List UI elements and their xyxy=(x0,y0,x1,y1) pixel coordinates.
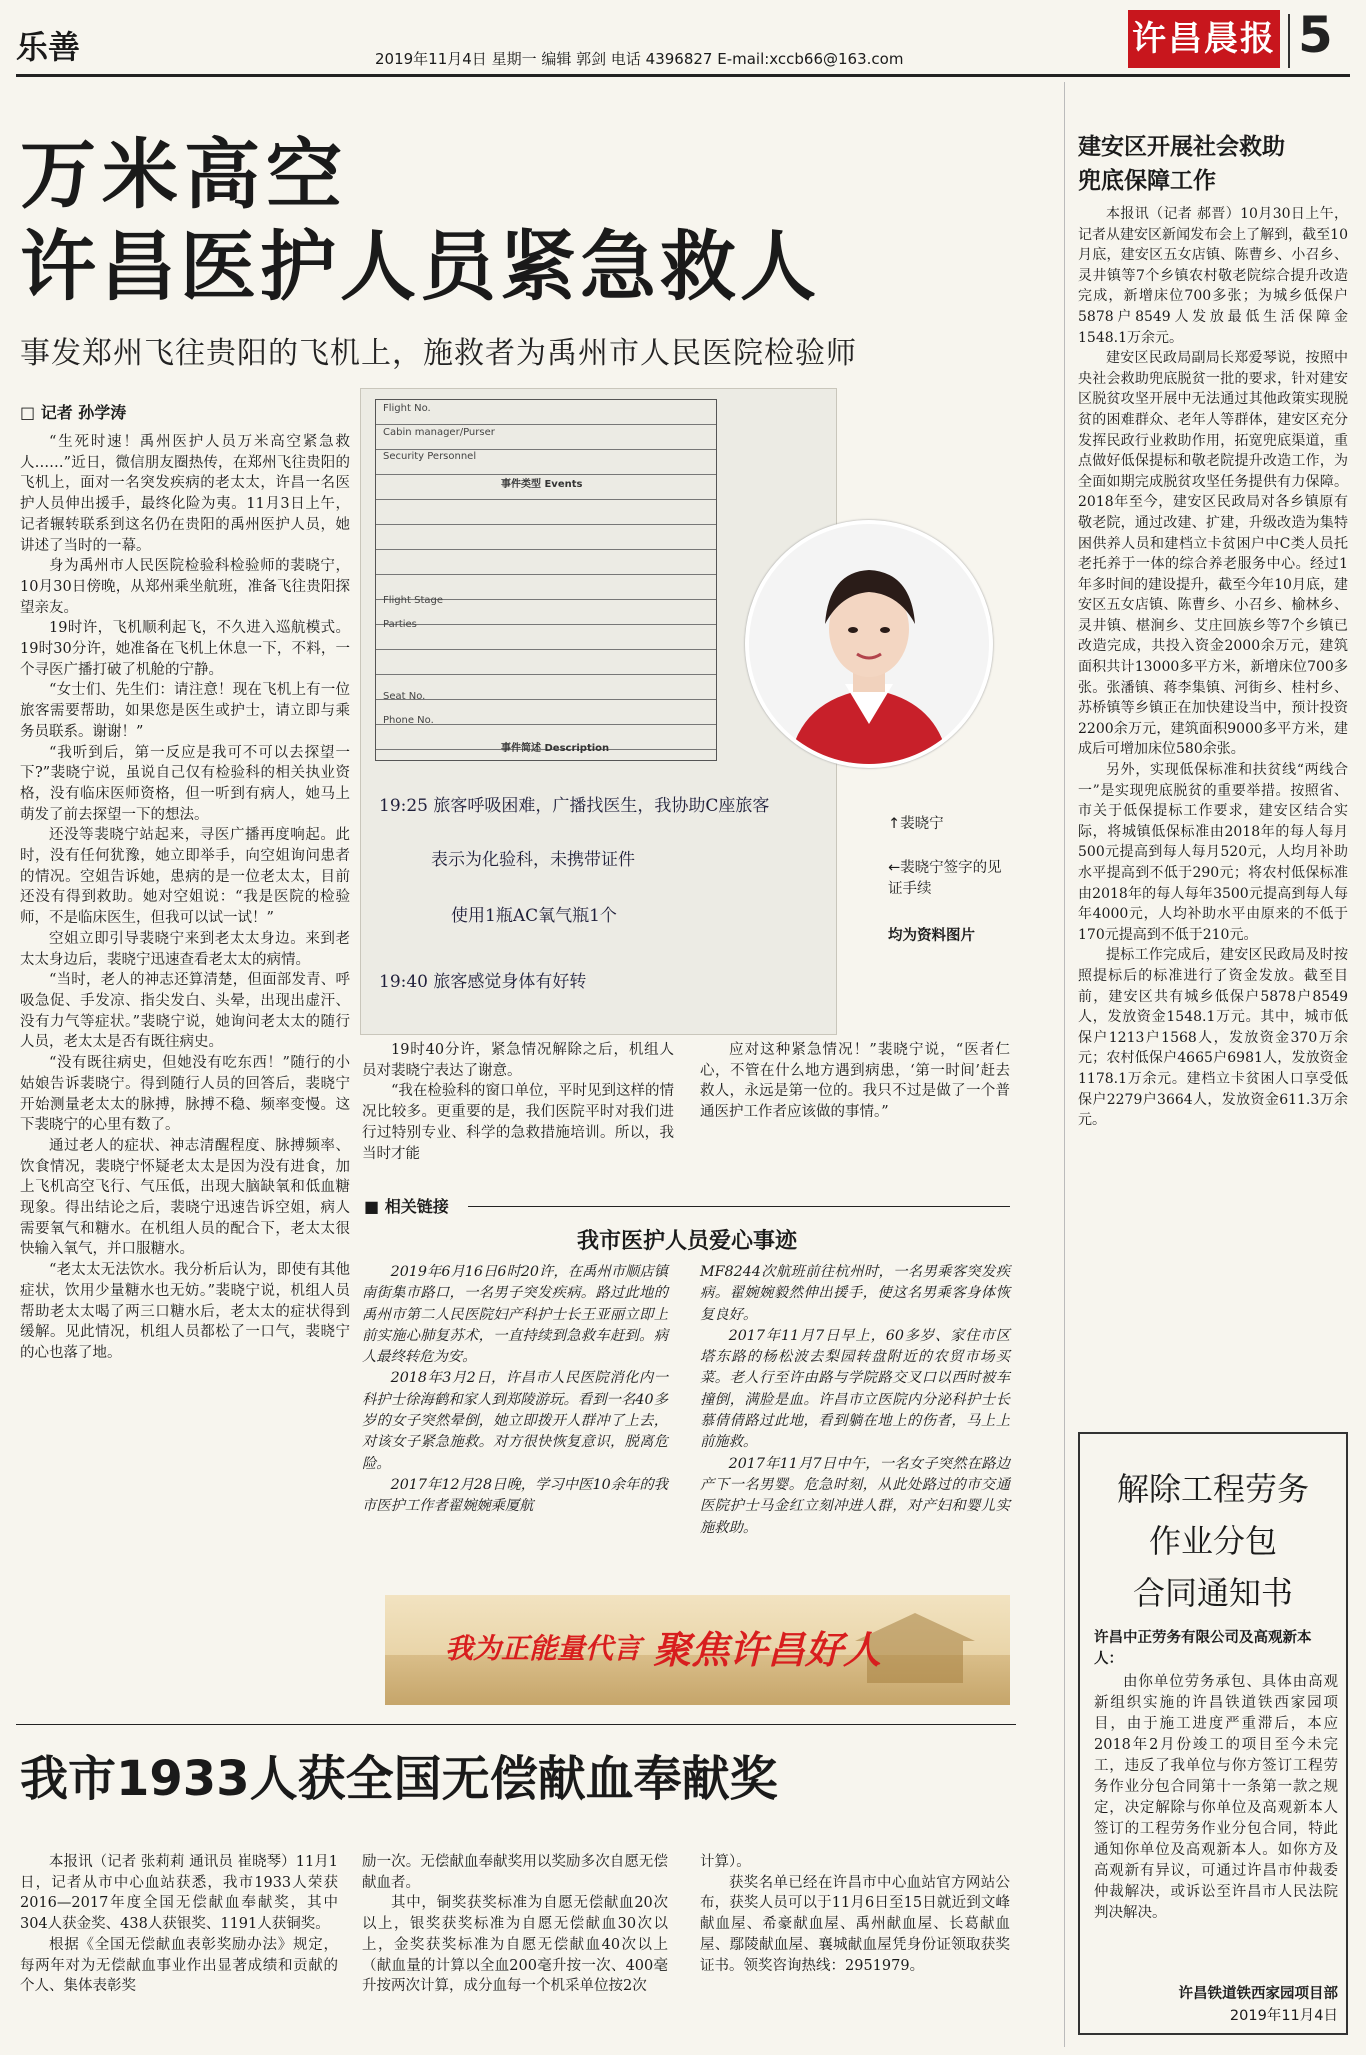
related-column-right xyxy=(700,1262,1010,1539)
notice-title-line2: 作业分包 xyxy=(1148,1522,1277,1560)
logo-divider xyxy=(1288,14,1290,68)
form-label: Flight Stage xyxy=(383,595,443,606)
main-article-column-3 xyxy=(700,1040,1010,1123)
main-article-column-1 xyxy=(20,432,350,1722)
paragraph: MF8244次航班前往杭州时，一名男乘客突发疾病。翟婉婉毅然伸出援手，使这名男乘客身体恢复良好。 xyxy=(700,1264,1010,1323)
side-article-body xyxy=(1078,204,1348,1429)
paragraph: 励一次。无偿献血奉献奖用以奖励多次自愿无偿献血者。 xyxy=(362,1854,668,1891)
paragraph: 其中，铜奖获奖标准为自愿无偿献血20次以上，银奖获奖标准为自愿无偿献血30次以上，金奖获奖标准为自愿无偿献血40次以上（献血量的计算以全血200毫升按一次、400毫升按两次计算，成分血每一个机采单位按2次 xyxy=(362,1895,668,1995)
paragraph: 获奖名单已经在许昌市中心血站官方网站公布，获奖人员可以于11月6日至15日就近到文峰献血屋、希豪献血屋、禹州献血屋、长葛献血屋、鄢陵献血屋、襄城献血屋凭身份证领取获奖证书。领奖咨询热线：2951979。 xyxy=(700,1874,1010,1974)
paragraph: “老太太无法饮水。我分析后认为，即使有其他症状，饮用少量糖水也无妨。”裴晓宁说，机组人员帮助老太太喝了两三口糖水后，老太太的症状得到缓解。见此情况，机组人员都松了一口气，裴晓宁的心也落了地。 xyxy=(20,1262,350,1361)
paragraph: 2018年3月2日，许昌市人民医院消化内一科护士徐海鹤和家人到郑陵游玩。看到一名40多岁的女子突然晕倒，她立即拨开人群冲了上去，对该女子紧急施救。对方很快恢复意识，脱离危险。 xyxy=(362,1370,668,1472)
photo-caption: ↑裴晓宁 xyxy=(888,816,944,832)
form-label: Phone No. xyxy=(383,715,434,726)
paragraph: 身为禹州市人民医院检验科检验师的裴晓宁，10月30日傍晚，从郑州乘坐航班，准备飞往贵阳探望亲友。 xyxy=(20,558,350,616)
paragraph: 应对这种紧急情况！”裴晓宁说，“医者仁心，不管在什么地方遇到病患，‘第一时间’赶去救人，永远是第一位的。我只不过是做了一个普通医护工作者应该做的事情。” xyxy=(700,1042,1010,1121)
form-label: Security Personnel xyxy=(383,451,477,462)
byline: □ 记者 孙学涛 xyxy=(20,403,127,422)
newspaper-logo: 许昌晨报 xyxy=(1128,10,1280,68)
bottom-article-title: 我市1933人获全国无偿献血奉献奖 xyxy=(20,1751,778,1807)
person-portrait-icon xyxy=(749,524,989,764)
paragraph: 2017年12月28日晚，学习中医10余年的我市医护工作者翟婉婉乘厦航 xyxy=(362,1476,668,1515)
sidebar-divider xyxy=(1064,82,1065,2047)
paragraph: 本报讯（记者 张莉莉 通讯员 崔晓琴）11月1日，记者从市中心血站获悉，我市1933人荣获2016—2017年度全国无偿献血奉献奖，其中304人获金奖、438人获银奖、1191人获铜奖。 xyxy=(20,1854,338,1933)
bottom-column-3 xyxy=(700,1852,1010,2048)
form-label: Flight No. xyxy=(383,403,431,414)
related-title: 我市医护人员爱心事迹 xyxy=(576,1229,797,1254)
bottom-column-1 xyxy=(20,1852,338,2048)
form-label: 事件类型 Events xyxy=(501,479,583,490)
related-label: ■ 相关链接 xyxy=(364,1197,449,1216)
portrait-photo xyxy=(745,520,993,768)
notice-addressee: 许昌中正劳务有限公司及高观新本人： xyxy=(1094,1630,1312,1667)
paragraph: 根据《全国无偿献血表彰奖励办法》规定，每两年对为无偿献血事业作出显著成绩和贡献的个人、集体表彰奖 xyxy=(20,1936,338,1995)
paragraph: 另外，实现低保标准和扶贫线“两线合一”是实现兜底脱贫的重要举措。按照省、市关于低保提标工作要求，建安区结合实际，将城镇低保标准由2018年的每人每月500元提高到每人每月520元，人均月补助水平提高到不低于290元；将农村低保标准由2018年的每人每年3500元提高到每人每年4000元，人均补助水平由原来的不低于170元提高到不低于210元。 xyxy=(1078,762,1348,943)
main-article-column-2 xyxy=(362,1040,674,1164)
bottom-column-2 xyxy=(362,1852,668,2048)
paragraph: 通过老人的症状、神志清醒程度、脉搏频率、饮食情况，裴晓宁怀疑老太太是因为没有进食，加上飞机高空飞行、气压低，出现大脑缺氧和低血糖现象。得出结论之后，裴晓宁迅速告诉空姐，病人需要氧气和糖水。在机组人员的配合下，老太太很快输入氧气，并口服糖水。 xyxy=(20,1137,350,1258)
handwriting-line: 19:25 旅客呼吸困难，广播找医生，我协助C座旅客 xyxy=(379,796,770,816)
form-label: 事件简述 Description xyxy=(501,743,610,754)
paragraph: 提标工作完成后，建安区民政局及时按照提标后的标准进行了资金发放。截至目前，建安区共有城乡低保户5878户8549人，发放资金1548.1万元。其中，城市低保户1213户1568人，发放资金370万余元；农村低保户4665户6981人，发放资金1178.1万余元。建档立卡贫困人口享受低保户2279户3664人，发放资金611.3万余元。 xyxy=(1078,947,1348,1129)
banner-text-red: 我为正能量代言 xyxy=(445,1632,642,1665)
notice-title-line3: 合同通知书 xyxy=(1132,1574,1293,1612)
paragraph: “没有既往病史，但她没有吃东西！”随行的小姑娘告诉裴晓宁。得到随行人员的回答后，裴晓宁开始测量老太太的脉搏，脉搏不稳、频率变慢。这下裴晓宁的心里有数了。 xyxy=(20,1055,350,1134)
paragraph: 空姐立即引导裴晓宁来到老太太身边。来到老太太身边后，裴晓宁迅速查看老太太的病情。 xyxy=(20,930,350,968)
header-rule xyxy=(16,74,1350,77)
paragraph: “我听到后，第一反应是我可不可以去探望一下?”裴晓宁说，虽说自己仅有检验科的相关执业资格，没有临床医师资格，但一听到有病人，她马上萌发了前去探望一下的想法。 xyxy=(20,744,350,823)
promo-banner xyxy=(385,1595,1010,1705)
paragraph: 2019年6月16日6时20许，在禹州市顺店镇南街集市路口，一名男子突发疾病。路过此地的禹州市第二人民医院妇产科护士长王亚丽立即上前实施心肺复苏术，一直持续到急救车赶到。病人最终转危为安。 xyxy=(362,1264,668,1366)
paragraph: 2017年11月7日早上，60多岁、家住市区塔东路的杨松波去梨园转盘附近的农贸市场买菜。老人行至许由路与学院路交叉口以西时被车撞倒，满脸是血。许昌市立医院内分泌科护士长慕倩倩路过此地，看到躺在地上的伤者，马上上前施救。 xyxy=(700,1327,1010,1451)
form-label: Seat No. xyxy=(383,691,426,702)
paragraph: “女士们、先生们：请注意！现在飞机上有一位旅客需要帮助，如果您是医生或护士，请立即与乘务员联系。谢谢！” xyxy=(20,682,350,740)
side-article-title-line2: 兜底保障工作 xyxy=(1078,168,1216,194)
paragraph: “生死时速！禹州医护人员万米高空紧急救人……”近日，微信朋友圈热传，在郑州飞往贵阳的飞机上，面对一名突发疾病的老太太，许昌一名医护人员伸出援手，最终化险为夷。11月3日上午，记者辗转联系到这名仍在贵阳的禹州医护人员，她讲述了当时的一幕。 xyxy=(20,434,350,554)
related-column-left xyxy=(362,1262,668,1518)
main-title-line1: 万米高空 xyxy=(20,130,348,219)
related-rule xyxy=(468,1206,1010,1207)
header-info: 2019年11月4日 星期一 编辑 郭剑 电话 4396827 E-mail:xccb66@163.com xyxy=(375,50,904,68)
form-label: Cabin manager/Purser xyxy=(383,427,495,438)
section-title: 乐善 xyxy=(16,28,81,66)
paragraph: 本报讯（记者 郝晋）10月30日上午，记者从建安区新闻发布会上了解到，截至10月底，建安区五女店镇、陈曹乡、小召乡、灵井镇等7个乡镇农村敬老院综合提升改造完成，新增床位700多张；为城乡低保户5878户8549人发放最低生活保障金1548.1万余元。 xyxy=(1078,206,1348,346)
paragraph: 19时许，飞机顺利起飞，不久进入巡航模式。19时30分许，她准备在飞机上休息一下，不料，一个寻医广播打破了机舱的宁静。 xyxy=(20,620,350,678)
page-number: 5 xyxy=(1298,6,1333,64)
main-subtitle: 事发郑州飞往贵阳的飞机上，施救者为禹州市人民医院检验师 xyxy=(20,336,857,371)
handwriting-line: 使用1瓶AC氧气瓶1个 xyxy=(451,906,617,926)
paragraph: 还没等裴晓宁站起来，寻医广播再度响起。此时，没有任何犹豫，她立即举手，向空姐询问患者的情况。空姐告诉她，患病的是一位老太太，目前还没有得到救助。她对空姐说：“我是医院的检验师，不是临床医生，但我可以试一试！” xyxy=(20,827,350,927)
banner-text-big: 聚焦许昌好人 xyxy=(653,1628,882,1672)
photo-caption: ←裴晓宁签字的见证手续 xyxy=(888,860,1002,897)
notice-body: 由你单位劳务承包、具体由高观新组织实施的许昌铁道铁西家园项目，由于施工进度严重滞后，本应2018年2月份竣工的项目至今未完工，违反了我单位与你方签订工程劳务作业分包合同第十一条第一款之规定，决定解除与你单位及高观新本人签订的工程劳务作业分包合同，特此通知你单位及高观新本人。如你方及高观新有异议，可通过许昌市仲裁委仲裁解决，或诉讼至许昌市人民法院判决解决。 xyxy=(1094,1674,1338,1921)
paragraph: “我在检验科的窗口单位，平时见到这样的情况比较多。更重要的是，我们医院平时对我们进行过特别专业、科学的急救措施培训。所以，我当时才能 xyxy=(362,1083,674,1162)
main-title-line2: 许昌医护人员紧急救人 xyxy=(20,222,820,311)
notice-box xyxy=(1078,1432,1348,2035)
bottom-rule xyxy=(16,1724,1016,1725)
notice-title-line1: 解除工程劳务 xyxy=(1116,1470,1309,1508)
photo-credit: 均为资料图片 xyxy=(888,928,975,944)
side-article-title-line1: 建安区开展社会救助 xyxy=(1078,134,1285,160)
paragraph: 建安区民政局副局长郑爱琴说，按照中央社会救助兜底脱贫一批的要求，针对建安区脱贫攻坚开展中无法通过其他政策实现脱贫的困难群众、老年人等群体，建安区充分发挥民政行业救助作用，拓宽兜底渠道，重点做好低保提标和敬老院提升改造工作，为全面如期完成脱贫攻坚任务提供有力保障。2018年至今，建安区民政局对各乡镇原有敬老院，通过改建、扩建，升级改造为集特困供养人员和建档立卡贫困户中C类人员托老托养于一体的综合养老服务中心。经过1年多时间的建设提升，截至今年10月底，建安区五女店镇、陈曹乡、小召乡、榆林乡、灵井镇、椹涧乡、艾庄回族乡等7个乡镇已改造完成，共投入资金2000余万元，建筑面积共计13000多平方米，新增床位700多张。张潘镇、蒋李集镇、河街乡、桂村乡、苏桥镇等乡镇正在加快建设当中，预计投资2200余万元，建筑面积9000多平方米，建成后可增加床位580余张。 xyxy=(1078,350,1348,758)
paragraph: 2017年11月7日中午，一名女子突然在路边产下一名男婴。危急时刻，从此处路过的市交通医院护士马金红立刻冲进人群，对产妇和婴儿实施救助。 xyxy=(700,1455,1010,1536)
notice-signature: 许昌铁道铁西家园项目部 xyxy=(1178,1986,1338,2002)
paragraph: 计算）。 xyxy=(700,1854,751,1870)
paragraph: 19时40分许，紧急情况解除之后，机组人员对裴晓宁表达了谢意。 xyxy=(362,1042,674,1079)
form-label: Parties xyxy=(383,619,417,630)
paragraph: “当时，老人的神志还算清楚，但面部发青、呼吸急促、手发凉、指尖发白、头晕，出现出虚汗、没有力气等症状。”裴晓宁说，她询问老太太的随行人员，老太太是否有既往病史。 xyxy=(20,972,350,1051)
handwriting-line: 19:40 旅客感觉身体有好转 xyxy=(379,972,587,992)
handwriting-line: 表示为化验科，未携带证件 xyxy=(431,850,635,870)
notice-date: 2019年11月4日 xyxy=(1229,2008,1338,2024)
